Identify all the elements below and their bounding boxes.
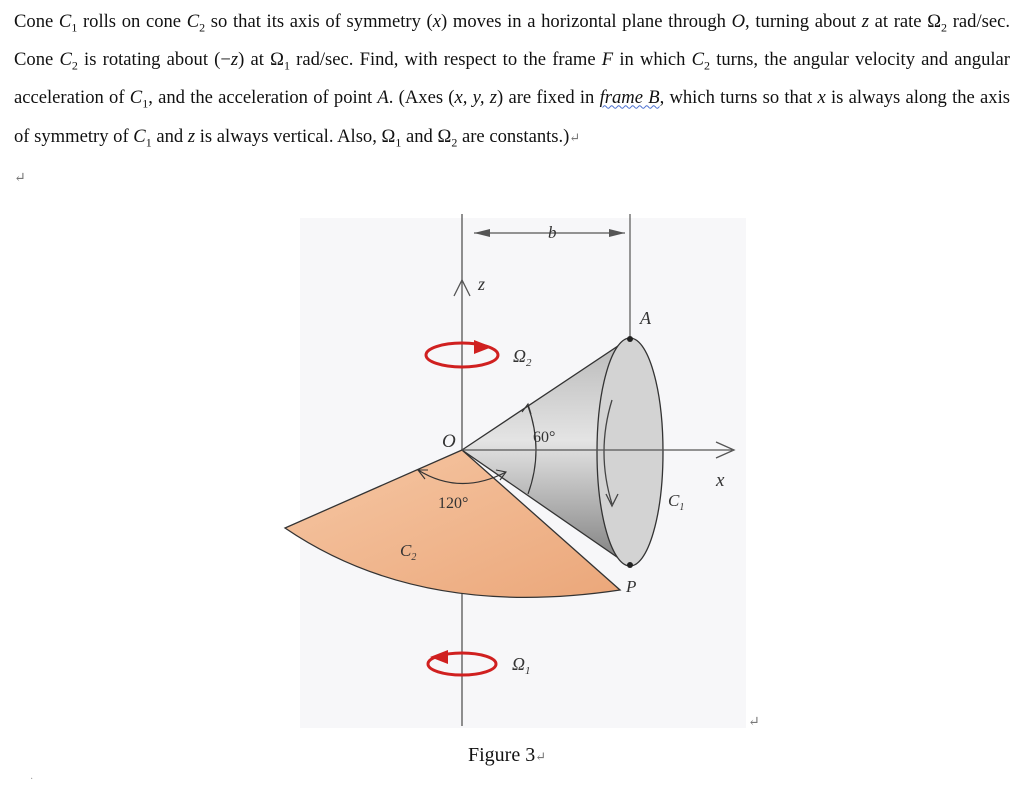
label-p: P <box>626 577 637 596</box>
problem-text-segment: Cone <box>14 11 59 32</box>
label-b: b <box>548 223 557 242</box>
problem-text-segment: ) at Ω <box>238 49 284 71</box>
problem-text-segment: z <box>861 11 869 32</box>
label-o: O <box>442 431 456 452</box>
label-x: x <box>716 470 725 491</box>
problem-text-segment: x <box>817 87 826 109</box>
problem-text-segment: 2 <box>941 20 948 35</box>
label-c1: $C_1$ <box>668 491 685 513</box>
problem-text-segment: rolls on cone <box>77 11 187 32</box>
problem-text-segment: O <box>731 11 746 32</box>
problem-text-segment: ) are fixed in <box>497 87 600 109</box>
problem-text-segment: turns, the angular velocity and angular acceleration of <box>14 49 1010 109</box>
label-a: A <box>640 308 651 328</box>
problem-text-segment: is rotating about (− <box>77 49 231 71</box>
problem-text-segment: C <box>58 11 72 32</box>
problem-text-segment: 2 <box>199 20 206 35</box>
problem-text-segment: in which <box>613 49 692 71</box>
point-a-dot <box>627 336 633 342</box>
problem-text-segment: z <box>230 49 239 71</box>
problem-text-segment: , and the acceleration of point <box>148 87 378 109</box>
problem-text-segment: ) moves in a horizontal plane through <box>441 11 732 32</box>
problem-text-segment: frame B <box>599 87 660 109</box>
problem-text-segment: C <box>59 49 72 71</box>
problem-text-segment: , turning about <box>745 11 862 32</box>
problem-text-segment: C <box>133 125 146 147</box>
label-angle-60: 60° <box>533 429 556 446</box>
label-z: z <box>478 274 486 294</box>
problem-text-segment: and <box>151 125 188 147</box>
problem-text-segment: C <box>129 87 143 109</box>
label-c2: $C_2$ <box>400 541 417 563</box>
problem-text-segment: rad/sec. Cone <box>14 11 1011 71</box>
label-omega1: $\Omega_1$ <box>512 654 531 677</box>
problem-text-segment: z <box>187 125 196 147</box>
problem-text-segment: 2 <box>451 135 458 150</box>
problem-text-segment: x <box>432 11 442 32</box>
problem-text-segment: at rate Ω <box>868 11 942 32</box>
paragraph-mark-end: ↵ <box>748 715 760 730</box>
problem-text-segment: is always along the axis of symmetry of <box>14 87 1010 147</box>
rolling-cone-c1-base <box>597 338 663 566</box>
paragraph-mark: ↵ <box>14 171 26 186</box>
problem-text-segment: x, y, z <box>454 87 498 109</box>
problem-text-segment: 1 <box>283 58 290 73</box>
problem-text-segment: 1 <box>71 20 78 35</box>
problem-text-segment: so that its axis of symmetry ( <box>205 11 433 32</box>
problem-text-segment: F <box>601 49 614 71</box>
point-p-dot <box>627 562 633 568</box>
label-omega2: $\Omega_2$ <box>513 346 532 369</box>
problem-text-segment: C <box>186 11 200 32</box>
problem-text-segment: rad/sec. Find, with respect to the frame <box>289 49 602 71</box>
corner-mark: · <box>30 774 34 785</box>
problem-text-segment: C <box>691 49 705 71</box>
problem-text-segment: ↵ <box>569 129 581 145</box>
figure-caption: Figure 3↵ <box>468 744 547 766</box>
problem-text-segment: 2 <box>71 58 78 73</box>
problem-text-segment: . (Axes ( <box>388 87 455 109</box>
problem-text-segment: 1 <box>142 97 149 112</box>
problem-text-segment: A <box>377 87 389 109</box>
problem-text-segment: is always vertical. Also, Ω <box>195 125 396 147</box>
problem-text-segment: 1 <box>395 135 402 150</box>
problem-text-segment: , which turns so that <box>659 87 818 109</box>
problem-text-segment: 1 <box>145 135 152 150</box>
problem-text-segment: are constants.) <box>457 125 570 147</box>
label-angle-120: 120° <box>438 495 469 512</box>
problem-text-segment: 2 <box>704 58 711 73</box>
problem-text-segment: and Ω <box>401 125 452 147</box>
